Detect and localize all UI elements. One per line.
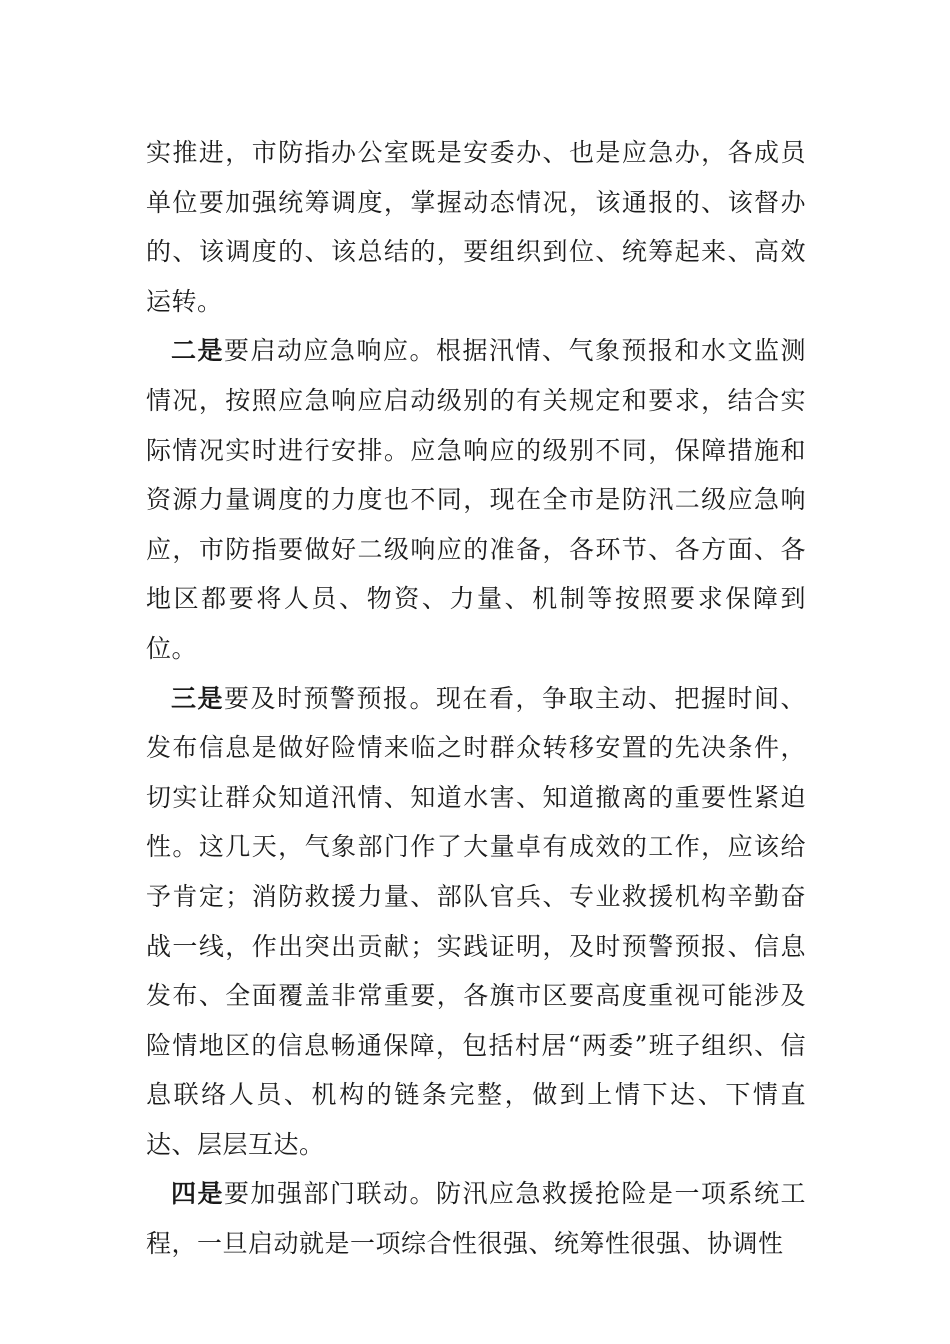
paragraph-text: 要加强部门联动。防汛应急救援抢险是一项系统工程，一旦启动就是一项综合性很强、统筹性很强、协调性: [146, 1179, 806, 1259]
paragraph-point-three: [146, 674, 806, 1170]
paragraph-lead: 三是: [171, 683, 224, 713]
paragraph-point-four: [146, 1169, 806, 1268]
paragraph-lead: 二是: [171, 336, 224, 366]
paragraph-lead: 四是: [171, 1179, 224, 1209]
paragraph-text: 要启动应急响应。根据汛情、气象预报和水文监测情况，按照应急响应启动级别的有关规定和要求，结合实际情况实时进行安排。应急响应的级别不同，保障措施和资源力量调度的力度也不同，现在全市是防汛二级应急响应，市防指要做好二级响应的准备，各环节、各方面、各地区都要将人员、物资、力量、机制等按照要求保障到位。: [146, 336, 806, 663]
paragraph-point-two: [146, 326, 806, 673]
document-body: [146, 128, 806, 1269]
paragraph-continued: [146, 128, 806, 326]
paragraph-text: 实推进，市防指办公室既是安委办、也是应急办，各成员单位要加强统筹调度，掌握动态情况，该通报的、该督办的、该调度的、该总结的，要组织到位、统筹起来、高效运转。: [146, 138, 806, 316]
paragraph-text: 要及时预警预报。现在看，争取主动、把握时间、发布信息是做好险情来临之时群众转移安置的先决条件，切实让群众知道汛情、知道水害、知道撤离的重要性紧迫性。这几天，气象部门作了大量卓有成效的工作，应该给予肯定；消防救援力量、部队官兵、专业救援机构辛勤奋战一线，作出突出贡献；实践证明，及时预警预报、信息发布、全面覆盖非常重要，各旗市区要高度重视可能涉及险情地区的信息畅通保障，包括村居“两委”班子组织、信息联络人员、机构的链条完整，做到上情下达、下情直达、层层互达。: [146, 683, 806, 1159]
